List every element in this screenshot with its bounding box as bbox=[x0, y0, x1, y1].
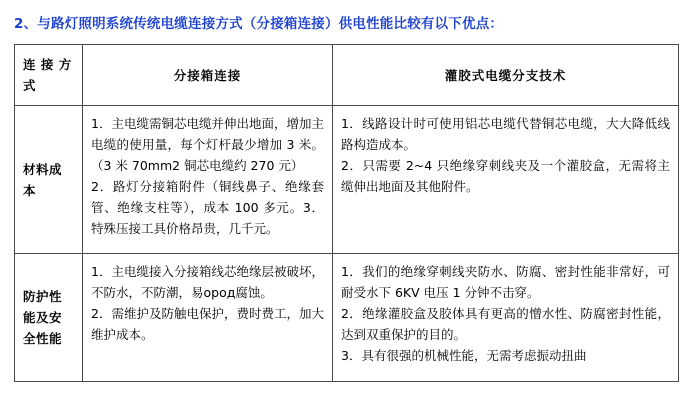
column-header-junction-box: 分接箱连接 bbox=[83, 45, 333, 106]
table-row bbox=[15, 254, 679, 382]
row-label-protection-safety: 防护性能及安全性能 bbox=[15, 254, 83, 382]
cell-protection-junction-box: 1．主电缆接入分接箱线芯绝缘层被破坏，不防水，不防潮，易ород腐蚀。 2．需维护及防触电保护，费时费工，加大维护成本。 bbox=[83, 254, 333, 382]
cell-protection-gel-branch: 1．我们的绝缘穿刺线夹防水、防腐、密封性能非常好，可耐受水下 6KV 电压 1 分钟不击穿。 2．绝缘灌胶盒及胶体具有更高的憎水性、防腐密封性能，达到双重保护的目的。 3．具有很强的机械性能，无需考虑振动扭曲 bbox=[333, 254, 679, 382]
cell-material-cost-junction-box: 1．主电缆需铜芯电缆并伸出地面，增加主电缆的使用量，每个灯杆最少增加 3 米。（3 米 70mm2 铜芯电缆约 270 元） 2．路灯分接箱附件（铜线鼻子、绝缘套管、绝缘支柱等），成本 100 多元。3．特殊压接工具价格昂贵，几千元。 bbox=[83, 106, 333, 254]
comparison-table bbox=[14, 44, 679, 382]
column-header-gel-branch: 灌胶式电缆分支技术 bbox=[333, 45, 679, 106]
column-header-connection-method: 连 接 方 式 bbox=[15, 45, 83, 106]
table-header-row bbox=[15, 45, 679, 106]
page-title: 2、与路灯照明系统传统电缆连接方式（分接箱连接）供电性能比较有以下优点： bbox=[14, 16, 504, 32]
row-label-material-cost: 材料成本 bbox=[15, 106, 83, 254]
cell-material-cost-gel-branch: 1．线路设计时可使用铝芯电缆代替铜芯电缆，大大降低线路构造成本。 2．只需要 2~4 只绝缘穿刺线夹及一个灌胶盒，无需将主缆伸出地面及其他附件。 bbox=[333, 106, 679, 254]
table-row bbox=[15, 106, 679, 254]
